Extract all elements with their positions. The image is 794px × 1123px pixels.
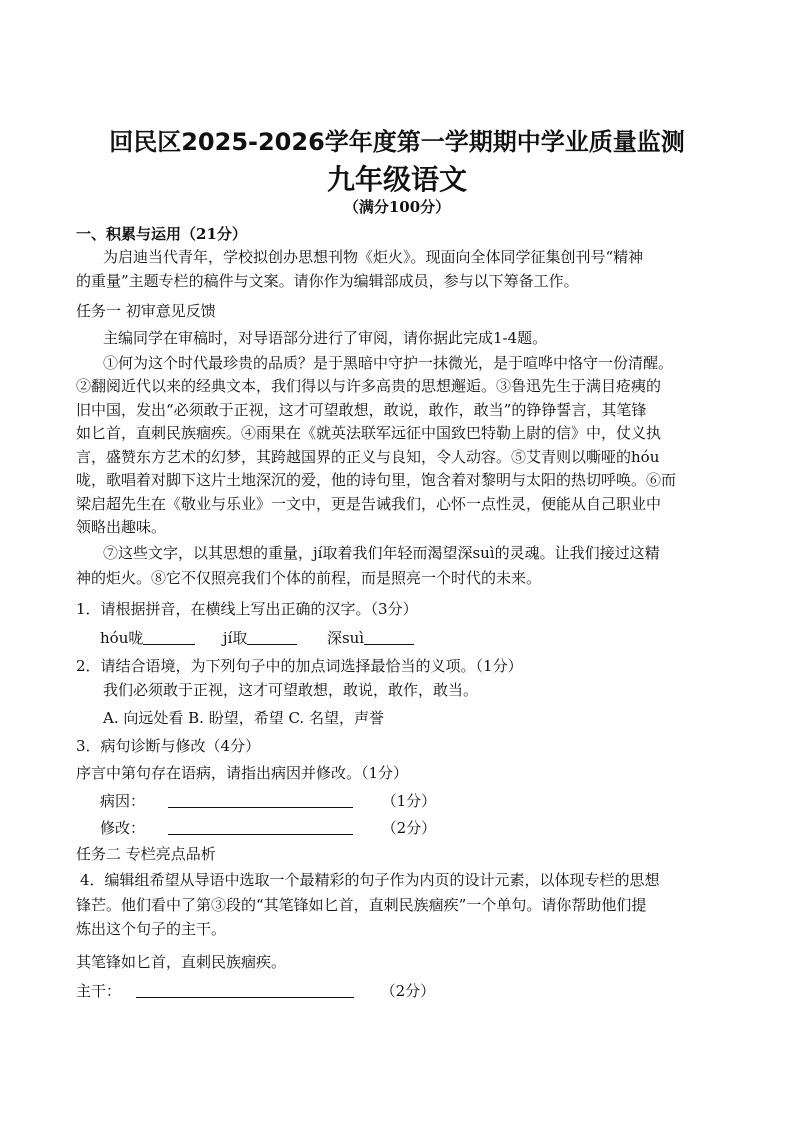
passage-line: 如匕首，直刺民族痼疾。④雨果在《就英法联军远征中国致巴特勒上尉的信》中，仗义执 [76, 424, 662, 442]
fix-answer-line[interactable] [168, 818, 353, 835]
answer-blank-3[interactable] [364, 628, 414, 645]
trunk-label: 主干： [76, 982, 122, 1000]
pinyin-item-2: jí取 [222, 629, 248, 647]
full-score-note: （满分100分） [343, 198, 451, 216]
passage-line: 言，盛赞东方艺术的幻梦，其跨越国界的正义与良知，令人动容。⑤艾青则以嘶哑的hóu [76, 448, 660, 466]
answer-blank-1[interactable] [143, 628, 195, 645]
subject-title: 九年级语文 [326, 163, 467, 196]
question-4-sentence: 其笔锋如匕首，直刺民族痼疾。 [76, 953, 287, 971]
question-4-stem-line-2: 锋芒。他们看中了第③段的“其笔锋如匕首，直刺民族痼疾”一个单句。请你帮助他们提 [76, 896, 647, 914]
passage-line: ②翻阅近代以来的经典文本，我们得以与许多高贵的思想邂逅。③鲁迅先生于满目疮痍的 [76, 377, 662, 395]
passage-line: 神的炬火。⑧它不仅照亮我们个体的前程，而是照亮一个时代的未来。 [76, 569, 542, 587]
question-3-prompt: 序言中第句存在语病，请指出病因并修改。（1分） [76, 764, 409, 782]
task1-title: 任务一 初审意见反馈 [76, 302, 216, 320]
passage-line: 梁启超先生在《敬业与乐业》一文中，更是告诫我们，心怀一点性灵，便能从自己职业中 [76, 495, 662, 513]
pinyin-item-3: 深suì [326, 629, 365, 647]
task2-title: 任务二 专栏亮点品析 [76, 845, 216, 863]
question-4-stem-line-1: 4．编辑组希望从导语中选取一个最精彩的句子作为内页的设计元素，以体现专栏的思想 [80, 871, 660, 889]
question-1-stem: 1．请根据拼音，在横线上写出正确的汉字。（3分） [76, 600, 418, 618]
cause-label: 病因： [100, 792, 146, 810]
question-1-items [100, 627, 745, 651]
pinyin-item-1: hóu咙 [100, 629, 144, 647]
question-4-stem-line-3: 炼出这个句子的主干。 [76, 920, 227, 938]
trunk-score: （2分） [380, 982, 436, 1000]
cause-score: （1分） [381, 792, 437, 810]
question-3-stem: 3．病句诊断与修改（4分） [76, 737, 261, 755]
trunk-answer-line[interactable] [136, 981, 354, 998]
intro-line-2: 的重量”主题专栏的稿件与文案。请你作为编辑部成员，参与以下筹备工作。 [76, 272, 579, 290]
exam-title: 回民区2025-2026学年度第一学期期中学业质量监测 [109, 128, 685, 156]
intro-line-1: 为启迪当代青年，学校拟创办思想刊物《炬火》。现面向全体同学征集创刊号“精神 [103, 248, 644, 266]
answer-blank-2[interactable] [247, 628, 297, 645]
fix-score: （2分） [381, 819, 437, 837]
passage-line: 旧中国，发出“必须敢于正视，这才可望敢想，敢说，敢作，敢当”的铮铮誓言，其笔锋 [76, 401, 647, 419]
cause-answer-line[interactable] [168, 791, 353, 808]
task1-intro: 主编同学在审稿时，对导语部分进行了审阅，请你据此完成1-4题。 [103, 329, 548, 347]
fix-row [100, 817, 745, 841]
passage-line: 领略出趣味。 [76, 518, 167, 536]
passage-line: ⑦这些文字，以其思想的重量，jí取着我们年轻而渴望深suì的灵魂。让我们接过这精 [103, 544, 660, 562]
question-2-sentence: 我们必须敢于正视，这才可望敢想，敢说，敢作，敢当。 [103, 681, 479, 699]
passage-line: ①何为这个时代最珍贵的品质？是于黑暗中守护一抹微光，是于喧哗中恪守一份清醒。 [103, 354, 674, 372]
trunk-row [76, 980, 721, 1004]
question-2-stem: 2．请结合语境，为下列句子中的加点词选择最恰当的义项。（1分） [76, 657, 523, 675]
cause-row [100, 790, 745, 814]
passage-line: 咙，歌唱着对脚下这片土地深沉的爱，他的诗句里，饱含着对黎明与太阳的热切呼唤。⑥而 [76, 471, 677, 489]
question-2-options: A. 向远处看 B. 盼望，希望 C. 名望，声誉 [103, 709, 384, 727]
fix-label: 修改： [100, 819, 146, 837]
section-heading: 一、积累与运用（21分） [76, 225, 247, 243]
